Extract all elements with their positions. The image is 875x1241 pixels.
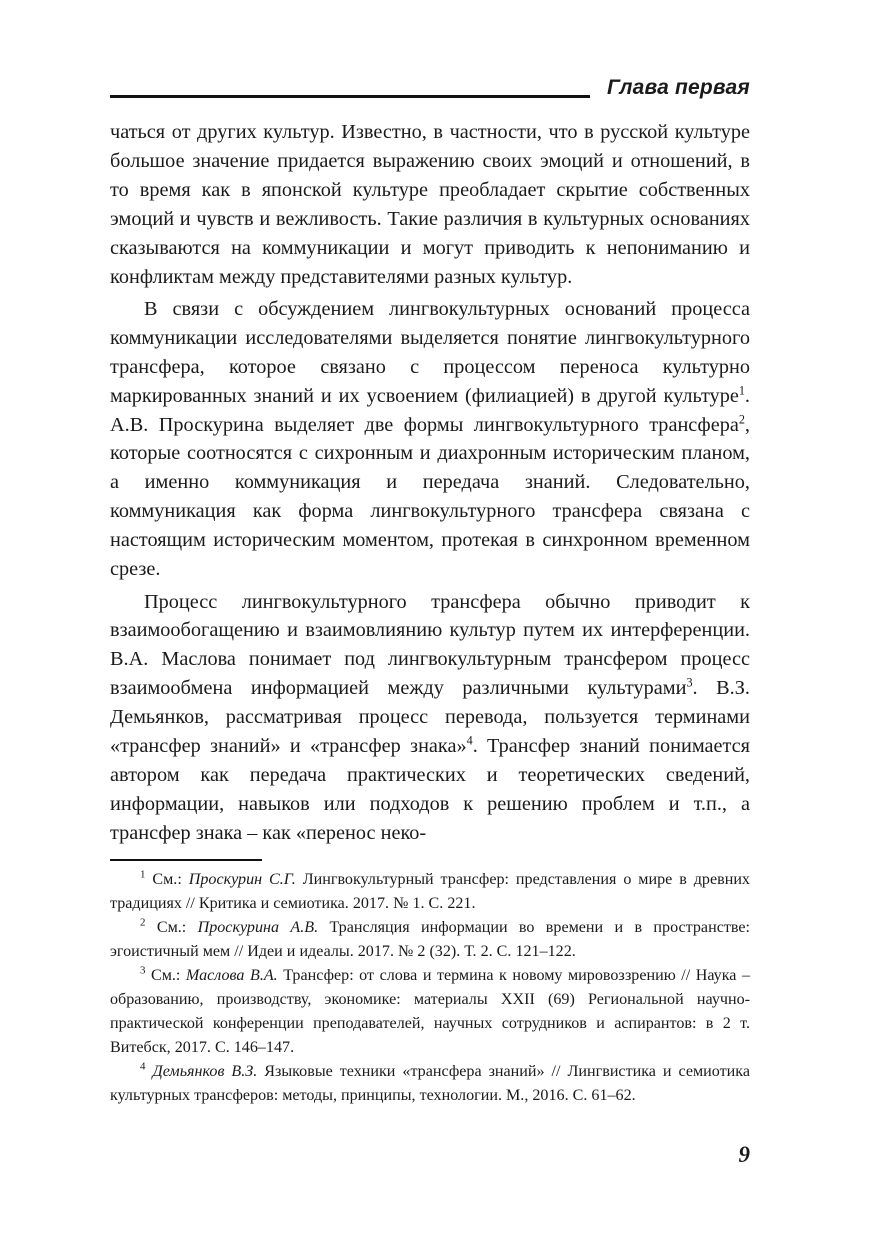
paragraph-3-part-c: . Трансфер знаний понимается автором как передача практических и теоретических сведений, информации, навыков или подходов к решению проблем и т.п., а трансфер знака – как «перенос неко- (110, 735, 750, 844)
main-text (110, 118, 750, 851)
footnote-author: Проскурина А.В. (197, 919, 319, 937)
footnote-ref-1[interactable]: 1 (738, 383, 745, 398)
footnote-number: 1 (140, 868, 146, 881)
footnote-number: 3 (140, 964, 146, 977)
footnote-prefix: См.: (156, 919, 198, 937)
footnote-author: Демьянков В.З. (152, 1062, 258, 1080)
footnote-ref-4[interactable]: 4 (466, 733, 473, 748)
running-header (110, 76, 750, 104)
footnote-ref-2[interactable]: 2 (738, 412, 745, 427)
paragraph-2-part-b: . А.В. Проскурина выделяет две формы лингвокультурного трансфера (110, 384, 750, 436)
footnote-separator (110, 859, 262, 861)
paragraph-3-part-b: . В.З. Демьянков, рассматривая процесс перевода, пользуется терминами «трансфер знаний» и «трансфер знака» (110, 677, 750, 758)
footnote-ref-3[interactable]: 3 (686, 675, 693, 690)
footnote-text: Трансфер: от слова и термина к новому мировоззрению // Наука – образованию, производству, экономике: материалы XXII (69) Региональной научно-практической конференции преподавателей, научных сотрудников и аспирантов: в 2 т. Витебск, 2017. С. 146–147. (110, 967, 750, 1056)
header-rule (110, 95, 590, 98)
page-number: 9 (738, 1142, 750, 1167)
footnotes (110, 868, 750, 1108)
paragraph-2-part-a: В связи с обсуждением лингвокультурных оснований процесса коммуникации исследователями выделяется понятие лингвокультурного трансфера, которое связано с процессом переноса культурно маркированных знаний и их усвоением (филиацией) в другой культуре (110, 297, 750, 407)
paragraph-2 (110, 295, 750, 584)
footnote-prefix: См.: (150, 967, 186, 985)
paragraph-1: чаться от других культур. Известно, в частности, что в русской культуре большое значение придается выражению своих эмоций и отношений, в то время как в японской культуре преобладает скрытие собственных эмоций и чувств и вежливость. Такие различия в культурных основаниях сказываются на коммуникации и могут приводить к непониманию и конфликтам между представителями разных культур. (110, 121, 750, 288)
paragraph-3 (110, 588, 750, 848)
footnote-1 (110, 868, 750, 916)
footnote-author: Проскурин С.Г. (188, 871, 296, 888)
footnote-4 (110, 1060, 750, 1108)
footnote-3 (110, 964, 750, 1059)
footnote-author: Маслова В.А. (185, 967, 278, 985)
footnote-number: 4 (140, 1060, 146, 1073)
footnote-prefix: См.: (152, 871, 189, 888)
footnote-text: Лингвокультурный трансфер: представления о мире в древних традициях // Критика и семиотика. 2017. № 1. С. 221. (110, 871, 750, 912)
footnote-text: Языковые техники «трансфера знаний» // Лингвистика и семиотика культурных трансферов: методы, принципы, технологии. М., 2016. С. 61–62. (110, 1062, 750, 1104)
footnote-text: Трансляция информации во времени и в пространстве: эгоистичный мем // Идеи и идеалы. 2017. № 2 (32). Т. 2. С. 121–122. (110, 919, 750, 960)
paragraph-2-part-c: , которые соотносятся с сихронным и диахронным историческим планом, а именно коммуникация и передача знаний. Следовательно, коммуникация как форма лингвокультурного трансфера связана с настоящим историческим моментом, протекая в синхронном временном срезе. (110, 413, 750, 581)
paragraph-3-part-a: Процесс лингвокультурного трансфера обычно приводит к взаимообогащению и взаимовлиянию культур путем их интерференции. В.А. Маслова понимает под лингвокультурным трансфером процесс взаимообмена информацией между различными культурами (110, 590, 750, 700)
chapter-title: Глава первая (607, 76, 750, 99)
footnote-number: 2 (140, 916, 146, 929)
footnote-2 (110, 916, 750, 964)
